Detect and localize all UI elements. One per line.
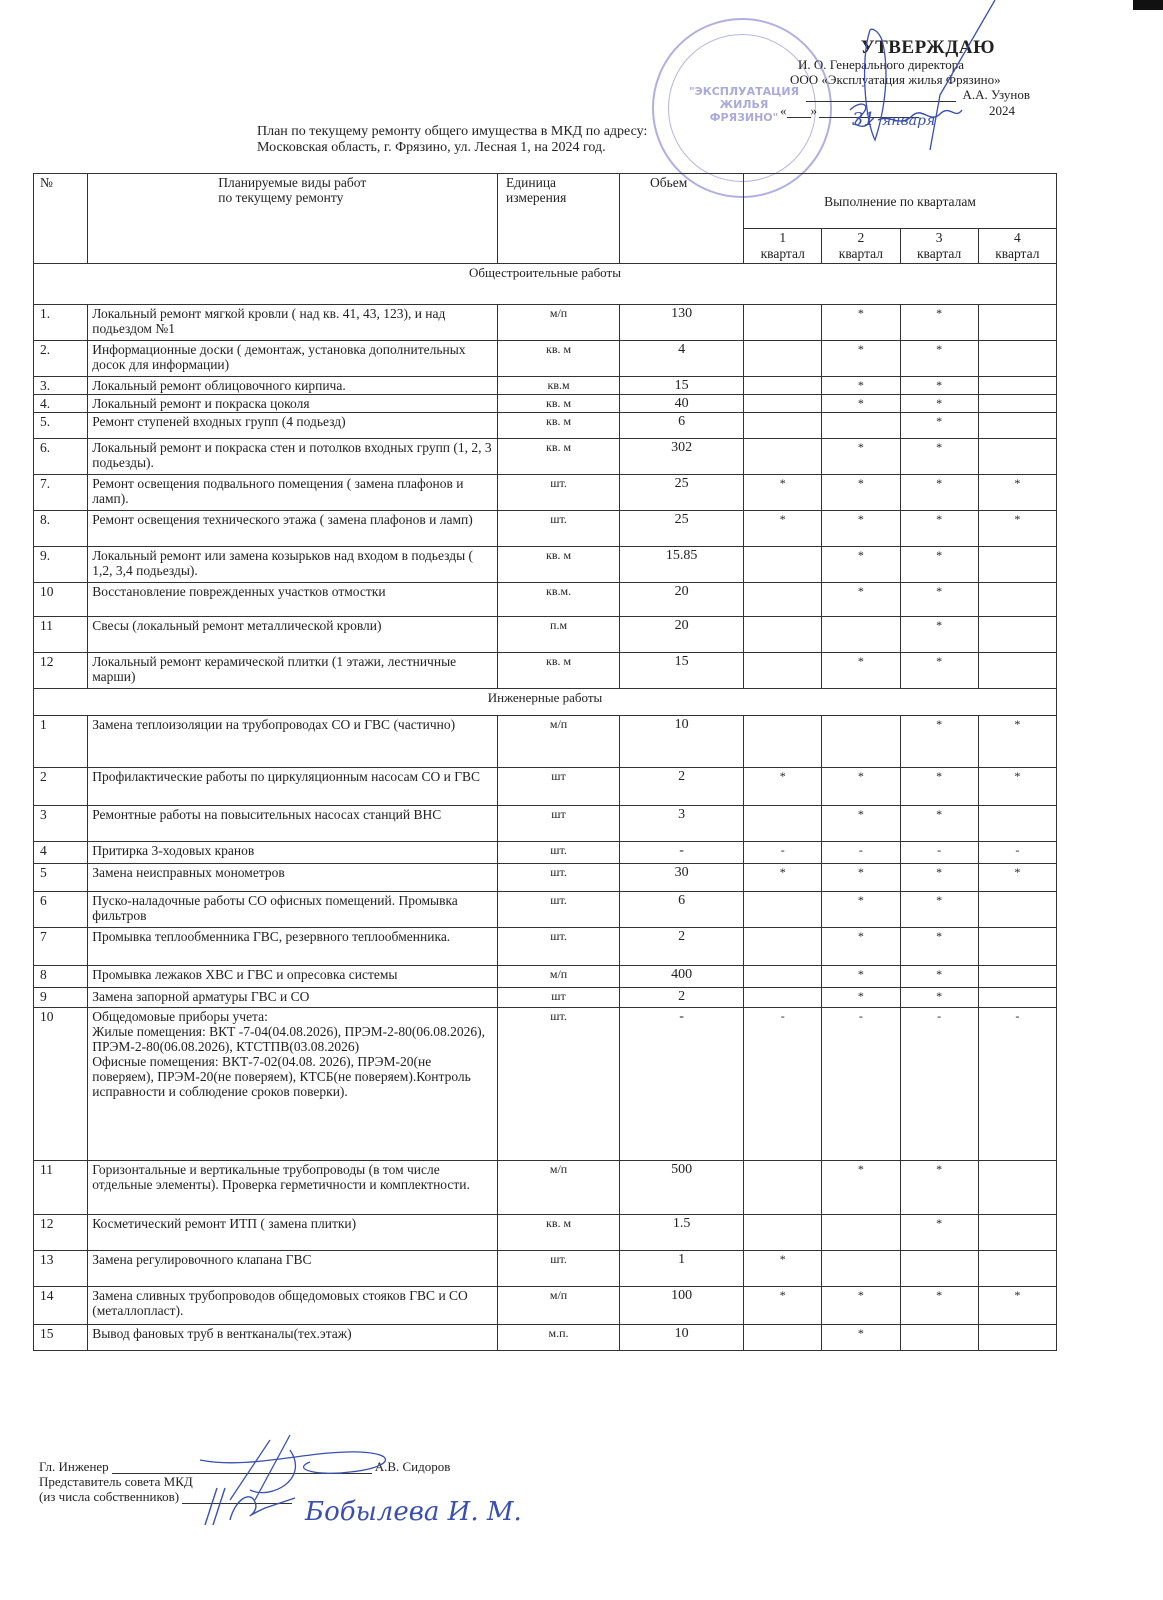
quarter-4-mark — [978, 547, 1056, 583]
quarter-2-mark: * — [822, 439, 900, 475]
engineer-row — [39, 1459, 450, 1474]
quarter-3-mark: * — [900, 1287, 978, 1325]
footer-signatures — [39, 1459, 450, 1504]
work-description: Локальный ремонт облицовочного кирпича. — [88, 377, 498, 395]
quarter-4-mark: * — [978, 864, 1056, 892]
row-number: 7 — [34, 928, 88, 966]
approval-date-row — [780, 103, 1050, 118]
quarter-1-mark: * — [744, 1287, 822, 1325]
quarter-1-mark — [744, 716, 822, 768]
quarter-4-mark — [978, 617, 1056, 653]
quarter-3-mark: - — [900, 1008, 978, 1161]
quarter-2-mark: * — [822, 341, 900, 377]
quarter-1-mark — [744, 547, 822, 583]
table-row — [34, 864, 1057, 892]
quarter-2-mark: * — [822, 653, 900, 689]
approval-position: И. О. Генерального директора — [798, 57, 965, 72]
row-number: 1. — [34, 305, 88, 341]
quarter-label: квартал — [838, 246, 884, 261]
table-row — [34, 1008, 1057, 1161]
quarter-1-mark — [744, 1215, 822, 1251]
date-close-quote: » — [810, 103, 817, 118]
row-number: 3 — [34, 806, 88, 842]
volume: 2 — [620, 768, 744, 806]
volume: 4 — [620, 341, 744, 377]
work-description: Ремонт ступеней входных групп (4 подьезд) — [88, 413, 498, 439]
scan-corner-mark — [1133, 0, 1163, 10]
quarter-3-mark: * — [900, 305, 978, 341]
header-quarter-2 — [822, 229, 900, 264]
quarter-3-mark: * — [900, 988, 978, 1008]
row-number: 8 — [34, 966, 88, 988]
table-row — [34, 892, 1057, 928]
unit-of-measure: шт. — [498, 511, 620, 547]
table-row — [34, 1325, 1057, 1351]
quarter-number: 4 — [1013, 230, 1021, 245]
header-quarter-3 — [900, 229, 978, 264]
volume: 1.5 — [620, 1215, 744, 1251]
approval-year: 2024 — [989, 103, 1015, 118]
unit-of-measure: м/п — [498, 305, 620, 341]
quarter-4-mark — [978, 305, 1056, 341]
unit-of-measure: шт. — [498, 864, 620, 892]
quarter-4-mark: - — [978, 1008, 1056, 1161]
quarter-4-mark — [978, 395, 1056, 413]
quarter-3-mark: * — [900, 617, 978, 653]
quarter-2-mark: * — [822, 395, 900, 413]
volume: 2 — [620, 928, 744, 966]
quarter-label: квартал — [917, 246, 962, 261]
unit-of-measure: п.м — [498, 617, 620, 653]
unit-of-measure: шт. — [498, 1008, 620, 1161]
row-number: 8. — [34, 511, 88, 547]
work-description: Ремонт освещения подвального помещения ( замена плафонов и ламп). — [88, 475, 498, 511]
quarter-3-mark: * — [900, 439, 978, 475]
quarter-2-mark: * — [822, 768, 900, 806]
volume: 3 — [620, 806, 744, 842]
quarter-3-mark: * — [900, 395, 978, 413]
quarter-3-mark: * — [900, 583, 978, 617]
table-row — [34, 842, 1057, 864]
table-row — [34, 928, 1057, 966]
unit-of-measure: шт — [498, 806, 620, 842]
quarter-3-mark: * — [900, 547, 978, 583]
quarter-3-mark: * — [900, 511, 978, 547]
row-number: 2. — [34, 341, 88, 377]
quarter-2-mark — [822, 1251, 900, 1287]
volume: 30 — [620, 864, 744, 892]
volume: 15.85 — [620, 547, 744, 583]
volume: 2 — [620, 988, 744, 1008]
quarter-4-mark — [978, 341, 1056, 377]
quarter-2-mark — [822, 413, 900, 439]
quarter-1-mark — [744, 806, 822, 842]
handwritten-day: 31 — [852, 109, 875, 130]
work-description: Замена регулировочного клапана ГВС — [88, 1251, 498, 1287]
quarter-4-mark: * — [978, 716, 1056, 768]
volume: 10 — [620, 1325, 744, 1351]
header-unit-line2: измерения — [506, 190, 567, 205]
quarter-3-mark: * — [900, 475, 978, 511]
quarter-3-mark: * — [900, 966, 978, 988]
volume: 15 — [620, 653, 744, 689]
table-row — [34, 617, 1057, 653]
row-number: 4 — [34, 842, 88, 864]
table-row — [34, 1161, 1057, 1215]
volume: 400 — [620, 966, 744, 988]
quarter-4-mark: * — [978, 1287, 1056, 1325]
table-row — [34, 305, 1057, 341]
quarter-2-mark: * — [822, 966, 900, 988]
volume: - — [620, 842, 744, 864]
approval-block — [780, 37, 1050, 118]
work-description: Замена сливных трубопроводов общедомовых стояков ГВС и СО (металлопласт). — [88, 1287, 498, 1325]
quarter-4-mark — [978, 988, 1056, 1008]
quarter-3-mark: * — [900, 892, 978, 928]
row-number: 12 — [34, 653, 88, 689]
council-signature-line — [182, 1503, 292, 1504]
plan-title-line1: План по текущему ремонту общего имущества в МКД по адресу: — [257, 124, 648, 139]
header-unit — [498, 174, 620, 264]
quarter-1-mark — [744, 1325, 822, 1351]
work-description: Профилактические работы по циркуляционным насосам СО и ГВС — [88, 768, 498, 806]
table-row — [34, 511, 1057, 547]
quarter-3-mark: * — [900, 653, 978, 689]
unit-of-measure: шт. — [498, 892, 620, 928]
table-row — [34, 1287, 1057, 1325]
header-quarter-4 — [978, 229, 1056, 264]
table-row — [34, 1251, 1057, 1287]
unit-of-measure: кв.м. — [498, 583, 620, 617]
work-description: Локальный ремонт и покраска цоколя — [88, 395, 498, 413]
row-number: 5 — [34, 864, 88, 892]
quarter-3-mark: * — [900, 928, 978, 966]
row-number: 3. — [34, 377, 88, 395]
unit-of-measure: шт — [498, 768, 620, 806]
quarter-3-mark — [900, 1325, 978, 1351]
quarter-4-mark — [978, 966, 1056, 988]
council-label-line2: (из числа собственников) — [39, 1489, 180, 1504]
quarter-2-mark: * — [822, 864, 900, 892]
quarter-1-mark — [744, 1161, 822, 1215]
row-number: 11 — [34, 1161, 88, 1215]
unit-of-measure: кв. м — [498, 439, 620, 475]
quarter-1-mark — [744, 892, 822, 928]
table-row — [34, 439, 1057, 475]
engineer-label: Гл. Инженер — [39, 1459, 109, 1474]
work-description: Локальный ремонт мягкой кровли ( над кв. 41, 43, 123), и над подьездом №1 — [88, 305, 498, 341]
quarter-1-mark — [744, 617, 822, 653]
quarter-2-mark: * — [822, 583, 900, 617]
row-number: 1 — [34, 716, 88, 768]
volume: 15 — [620, 377, 744, 395]
work-description: Локальный ремонт или замена козырьков над входом в подьезды ( 1,2, 3,4 подьезды). — [88, 547, 498, 583]
volume: 20 — [620, 617, 744, 653]
volume: - — [620, 1008, 744, 1161]
row-number: 6. — [34, 439, 88, 475]
quarter-4-mark — [978, 377, 1056, 395]
row-number: 9. — [34, 547, 88, 583]
volume: 1 — [620, 1251, 744, 1287]
row-number: 5. — [34, 413, 88, 439]
quarter-label: квартал — [995, 246, 1040, 261]
engineer-name: А.В. Сидоров — [374, 1459, 451, 1474]
quarter-4-mark — [978, 583, 1056, 617]
header-work-line1: Планируемые виды работ — [218, 175, 367, 190]
quarter-1-mark — [744, 377, 822, 395]
quarter-1-mark — [744, 583, 822, 617]
quarter-1-mark — [744, 413, 822, 439]
quarter-2-mark: * — [822, 511, 900, 547]
unit-of-measure: кв. м — [498, 653, 620, 689]
quarter-2-mark: * — [822, 988, 900, 1008]
quarter-1-mark: * — [744, 864, 822, 892]
date-month-blank — [819, 117, 919, 118]
quarter-2-mark — [822, 617, 900, 653]
quarter-2-mark — [822, 1215, 900, 1251]
approval-title: УТВЕРЖДАЮ — [860, 37, 995, 58]
stamp-center-text: "ЭКСПЛУАТАЦИЯ ЖИЛЬЯ ФРЯЗИНО" — [688, 85, 800, 124]
table-row — [34, 653, 1057, 689]
row-number: 7. — [34, 475, 88, 511]
quarter-2-mark: * — [822, 928, 900, 966]
quarter-4-mark: * — [978, 768, 1056, 806]
quarter-4-mark — [978, 1161, 1056, 1215]
work-description: Пуско-наладочные работы СО офисных помещений. Промывка фильтров — [88, 892, 498, 928]
quarter-1-mark — [744, 928, 822, 966]
quarter-1-mark — [744, 966, 822, 988]
header-volume: Обьем — [620, 174, 744, 264]
quarter-4-mark — [978, 1325, 1056, 1351]
work-description: Притирка 3-ходовых кранов — [88, 842, 498, 864]
quarter-4-mark: * — [978, 511, 1056, 547]
handwritten-month: января — [882, 113, 936, 129]
work-description: Горизонтальные и вертикальные трубопроводы (в том числе отдельные элементы). Проверка герметичности и комплектности. — [88, 1161, 498, 1215]
quarter-3-mark: * — [900, 1215, 978, 1251]
table-row — [34, 716, 1057, 768]
unit-of-measure: шт. — [498, 1251, 620, 1287]
date-open-quote: « — [780, 103, 787, 118]
section-title: Инженерные работы — [34, 689, 1057, 716]
work-description: Ремонт освещения технического этажа ( замена плафонов и ламп) — [88, 511, 498, 547]
unit-of-measure: кв. м — [498, 1215, 620, 1251]
row-number: 10 — [34, 1008, 88, 1161]
unit-of-measure: м/п — [498, 966, 620, 988]
quarter-1-mark: * — [744, 1251, 822, 1287]
approval-signer: А.А. Узунов — [962, 87, 1030, 102]
council-row — [39, 1489, 450, 1504]
quarter-1-mark: - — [744, 842, 822, 864]
table-row — [34, 377, 1057, 395]
quarter-1-mark — [744, 653, 822, 689]
unit-of-measure: кв. м — [498, 413, 620, 439]
quarter-4-mark: - — [978, 842, 1056, 864]
work-description: Восстановление поврежденных участков отмостки — [88, 583, 498, 617]
header-unit-line1: Единица — [506, 175, 557, 190]
date-day-blank — [787, 117, 811, 118]
quarter-4-mark — [978, 413, 1056, 439]
quarter-1-mark — [744, 988, 822, 1008]
quarter-3-mark: * — [900, 768, 978, 806]
quarter-1-mark: * — [744, 768, 822, 806]
table-row — [34, 341, 1057, 377]
work-description: Ремонтные работы на повысительных насосах станций ВНС — [88, 806, 498, 842]
work-description: Замена неисправных монометров — [88, 864, 498, 892]
quarter-3-mark: * — [900, 864, 978, 892]
header-work — [88, 174, 498, 264]
unit-of-measure: м/п — [498, 1161, 620, 1215]
quarter-2-mark: * — [822, 1287, 900, 1325]
volume: 6 — [620, 413, 744, 439]
quarter-2-mark: * — [822, 547, 900, 583]
unit-of-measure: шт. — [498, 842, 620, 864]
quarter-1-mark: - — [744, 1008, 822, 1161]
unit-of-measure: кв. м — [498, 341, 620, 377]
council-label-line1: Представитель совета МКД — [39, 1474, 193, 1489]
quarter-4-mark — [978, 439, 1056, 475]
work-description: Свесы (локальный ремонт металлической кровли) — [88, 617, 498, 653]
row-number: 10 — [34, 583, 88, 617]
table-row — [34, 768, 1057, 806]
table-row — [34, 547, 1057, 583]
quarter-2-mark: - — [822, 1008, 900, 1161]
volume: 130 — [620, 305, 744, 341]
quarter-4-mark: * — [978, 475, 1056, 511]
header-quarters: Выполнение по кварталам — [744, 174, 1057, 229]
volume: 20 — [620, 583, 744, 617]
table-row — [34, 966, 1057, 988]
volume: 10 — [620, 716, 744, 768]
volume: 500 — [620, 1161, 744, 1215]
table-row — [34, 988, 1057, 1008]
unit-of-measure: кв. м — [498, 547, 620, 583]
plan-title — [257, 124, 647, 156]
unit-of-measure: кв.м — [498, 377, 620, 395]
quarter-2-mark: * — [822, 1161, 900, 1215]
quarter-3-mark: * — [900, 1161, 978, 1215]
table-row — [34, 583, 1057, 617]
unit-of-measure: шт. — [498, 475, 620, 511]
header-work-line2: по текущему ремонту — [218, 190, 344, 205]
quarter-3-mark — [900, 1251, 978, 1287]
quarter-2-mark — [822, 716, 900, 768]
quarter-4-mark — [978, 806, 1056, 842]
row-number: 13 — [34, 1251, 88, 1287]
row-number: 14 — [34, 1287, 88, 1325]
row-number: 11 — [34, 617, 88, 653]
quarter-3-mark: * — [900, 377, 978, 395]
row-number: 2 — [34, 768, 88, 806]
table-row — [34, 413, 1057, 439]
work-description: Промывка лежаков ХВС и ГВС и опресовка системы — [88, 966, 498, 988]
row-number: 12 — [34, 1215, 88, 1251]
quarter-3-mark: * — [900, 806, 978, 842]
table-row — [34, 806, 1057, 842]
section-title: Общестроительные работы — [34, 264, 1057, 305]
section-header-row — [34, 264, 1057, 305]
quarter-number: 1 — [779, 230, 787, 245]
quarter-2-mark: * — [822, 892, 900, 928]
signature-line — [806, 87, 956, 102]
header-num: № — [34, 174, 88, 264]
quarter-1-mark: * — [744, 511, 822, 547]
quarter-4-mark — [978, 928, 1056, 966]
quarter-3-mark: * — [900, 413, 978, 439]
quarter-3-mark: * — [900, 716, 978, 768]
quarter-3-mark: - — [900, 842, 978, 864]
quarter-4-mark — [978, 653, 1056, 689]
section-header-row — [34, 689, 1057, 716]
row-number: 6 — [34, 892, 88, 928]
quarter-label: квартал — [760, 246, 805, 261]
approval-signer-row — [780, 87, 1050, 102]
quarter-2-mark: * — [822, 475, 900, 511]
plan-body — [34, 264, 1057, 1351]
volume: 25 — [620, 511, 744, 547]
plan-title-line2: Московская область, г. Фрязино, ул. Лесная 1, на 2024 год. — [257, 140, 606, 155]
quarter-4-mark — [978, 892, 1056, 928]
unit-of-measure: м/п — [498, 1287, 620, 1325]
approval-organization: ООО «Эксплуатация жилья Фрязино» — [790, 72, 1001, 87]
repair-plan-table — [33, 173, 1057, 1351]
volume: 100 — [620, 1287, 744, 1325]
work-description: Информационные доски ( демонтаж, установка дополнительных досок для информации) — [88, 341, 498, 377]
quarter-3-mark: * — [900, 341, 978, 377]
quarter-1-mark — [744, 341, 822, 377]
work-description: Замена теплоизоляции на трубопроводах СО и ГВС (частично) — [88, 716, 498, 768]
quarter-2-mark: * — [822, 377, 900, 395]
quarter-1-mark — [744, 439, 822, 475]
work-description: Локальный ремонт и покраска стен и потолков входных групп (1, 2, 3 подьезды). — [88, 439, 498, 475]
quarter-4-mark — [978, 1251, 1056, 1287]
table-row — [34, 1215, 1057, 1251]
quarter-2-mark: * — [822, 806, 900, 842]
unit-of-measure: шт — [498, 988, 620, 1008]
quarter-1-mark — [744, 305, 822, 341]
unit-of-measure: м.п. — [498, 1325, 620, 1351]
unit-of-measure: шт. — [498, 928, 620, 966]
council-signature-text: Бобылева И. М. — [305, 1497, 522, 1527]
work-description: Косметический ремонт ИТП ( замена плитки) — [88, 1215, 498, 1251]
volume: 302 — [620, 439, 744, 475]
work-description: Общедомовые приборы учета: Жилые помещения: ВКТ -7-04(04.08.2026), ПРЭМ-2-80(06.08.2026), ПРЭМ-2-80(06.08.2026), КТСТПВ(03.08.2026) Офисные помещения: ВКТ-7-02(04.08. 2026), ПРЭМ-20(не поверяем), ПРЭМ-20(не поверяем), КТСБ(не поверяем).Контроль исправности и соблюдение сроков поверки). — [88, 1008, 498, 1161]
quarter-4-mark — [978, 1215, 1056, 1251]
quarter-1-mark: * — [744, 475, 822, 511]
table-row — [34, 475, 1057, 511]
work-description: Локальный ремонт керамической плитки (1 этажи, лестничные марши) — [88, 653, 498, 689]
work-description: Замена запорной арматуры ГВС и СО — [88, 988, 498, 1008]
volume: 6 — [620, 892, 744, 928]
quarter-number: 2 — [857, 230, 865, 245]
unit-of-measure: м/п — [498, 716, 620, 768]
row-number: 15 — [34, 1325, 88, 1351]
quarter-2-mark: * — [822, 305, 900, 341]
volume: 40 — [620, 395, 744, 413]
quarter-2-mark: * — [822, 1325, 900, 1351]
quarter-1-mark — [744, 395, 822, 413]
work-description: Промывка теплообменника ГВС, резервного теплообменника. — [88, 928, 498, 966]
row-number: 9 — [34, 988, 88, 1008]
quarter-2-mark: - — [822, 842, 900, 864]
unit-of-measure: кв. м — [498, 395, 620, 413]
row-number: 4. — [34, 395, 88, 413]
table-row — [34, 395, 1057, 413]
header-quarter-1 — [744, 229, 822, 264]
quarter-number: 3 — [935, 230, 943, 245]
work-description: Вывод фановых труб в вентканалы(тех.этаж) — [88, 1325, 498, 1351]
volume: 25 — [620, 475, 744, 511]
